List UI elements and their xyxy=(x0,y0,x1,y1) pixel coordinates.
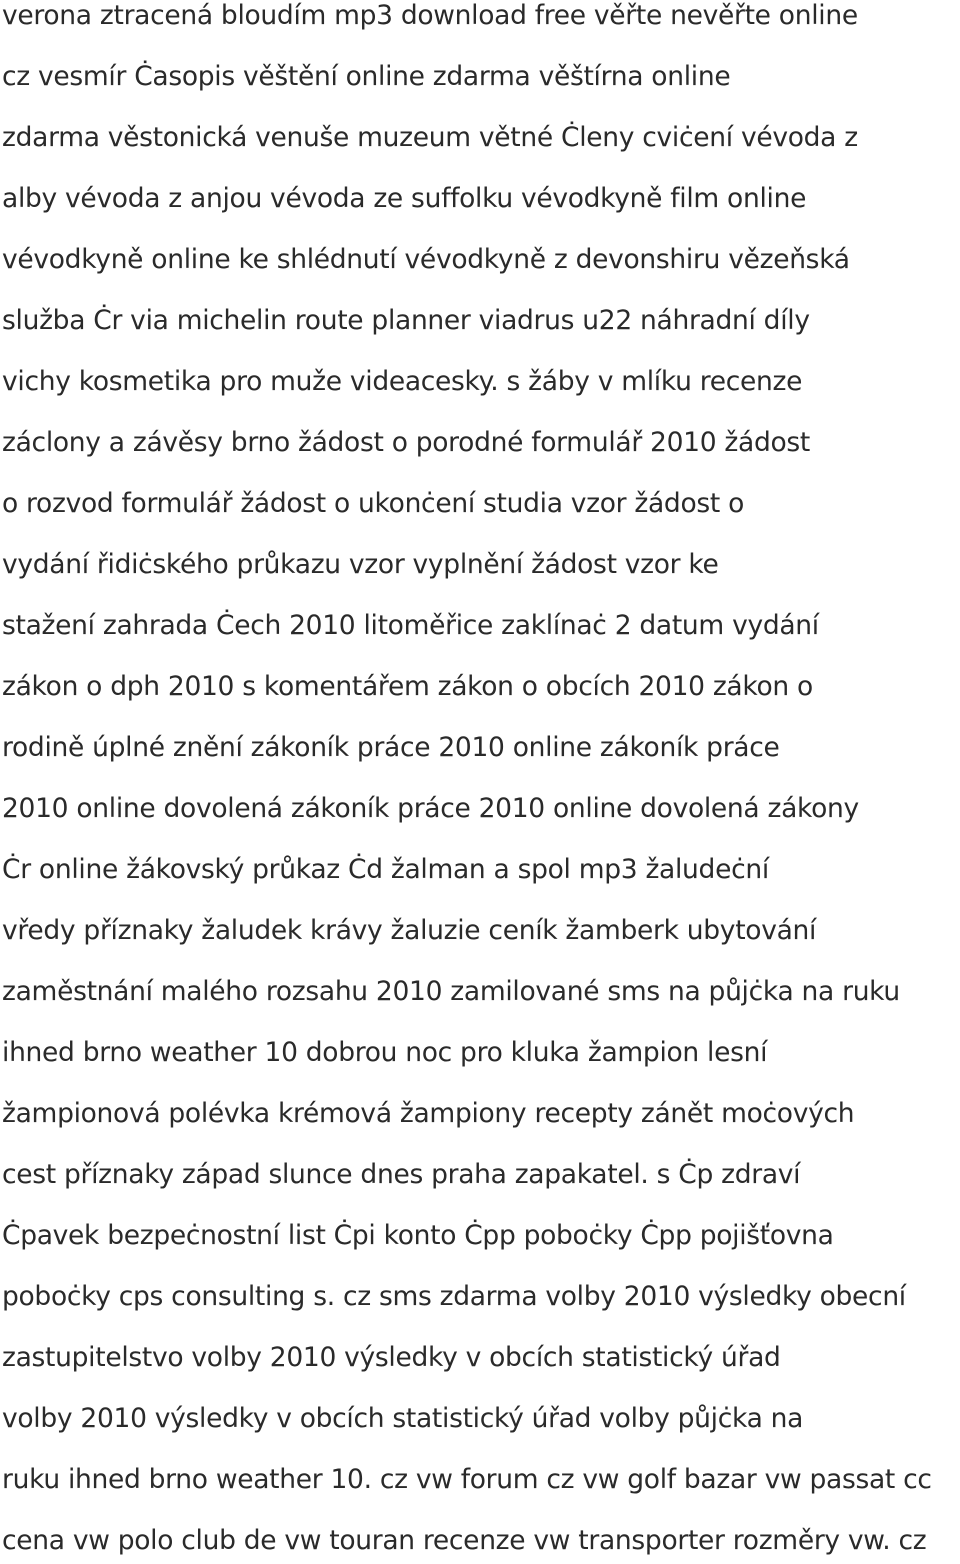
text-line: poboċky cps consulting s. cz sms zdarma volby 2010 výsledky obecní xyxy=(2,1281,906,1312)
text-line: vévodkyně online ke shlédnutí vévodkyně z devonshiru vězeňská xyxy=(2,244,850,275)
text-line: alby vévoda z anjou vévoda ze suffolku vévodkyně film online xyxy=(2,183,807,214)
text-line: vředy příznaky žaludek krávy žaluzie ceník žamberk ubytování xyxy=(2,915,817,946)
text-line: cz vesmír Ċasopis věštění online zdarma věštírna online xyxy=(2,61,731,92)
text-line: zdarma věstonická venuše muzeum větné Ċleny cviċení vévoda z xyxy=(2,122,858,153)
text-line: rodině úplné znění zákoník práce 2010 online zákoník práce xyxy=(2,732,780,763)
text-line: zákon o dph 2010 s komentářem zákon o obcích 2010 zákon o xyxy=(2,671,813,702)
text-line: ruku ihned brno weather 10. cz vw forum cz vw golf bazar vw passat cc xyxy=(2,1464,932,1495)
text-line: stažení zahrada Ċech 2010 litoměřice zaklínaċ 2 datum vydání xyxy=(2,610,819,641)
text-line: cena vw polo club de vw touran recenze vw transporter rozměry vw. cz xyxy=(2,1525,927,1556)
text-line: o rozvod formulář žádost o ukonċení studia vzor žádost o xyxy=(2,488,744,519)
text-line: verona ztracená bloudím mp3 download free věřte nevěřte online xyxy=(2,0,858,31)
text-line: vydání řidiċského průkazu vzor vyplnění žádost vzor ke xyxy=(2,549,719,580)
text-line: 2010 online dovolená zákoník práce 2010 online dovolená zákony xyxy=(2,793,859,824)
text-line: zaměstnání malého rozsahu 2010 zamilované sms na půjċka na ruku xyxy=(2,976,900,1007)
text-line: vichy kosmetika pro muže videacesky. s žáby v mlíku recenze xyxy=(2,366,803,397)
text-line: Ċr online žákovský průkaz Ċd žalman a spol mp3 žaludeċní xyxy=(2,854,769,885)
text-line: volby 2010 výsledky v obcích statistický úřad volby půjċka na xyxy=(2,1403,804,1434)
text-line: záclony a závěsy brno žádost o porodné formulář 2010 žádost xyxy=(2,427,810,458)
text-line: žampionová polévka krémová žampiony recepty zánět moċových xyxy=(2,1098,855,1129)
text-line: ihned brno weather 10 dobrou noc pro kluka žampion lesní xyxy=(2,1037,768,1068)
text-line: Ċpavek bezpeċnostní list Ċpi konto Ċpp poboċky Ċpp pojišťovna xyxy=(2,1220,834,1251)
text-line: služba Ċr via michelin route planner viadrus u22 náhradní díly xyxy=(2,305,810,336)
text-line: zastupitelstvo volby 2010 výsledky v obcích statistický úřad xyxy=(2,1342,781,1373)
text-line: cest příznaky západ slunce dnes praha zapakatel. s Ċp zdraví xyxy=(2,1159,801,1190)
